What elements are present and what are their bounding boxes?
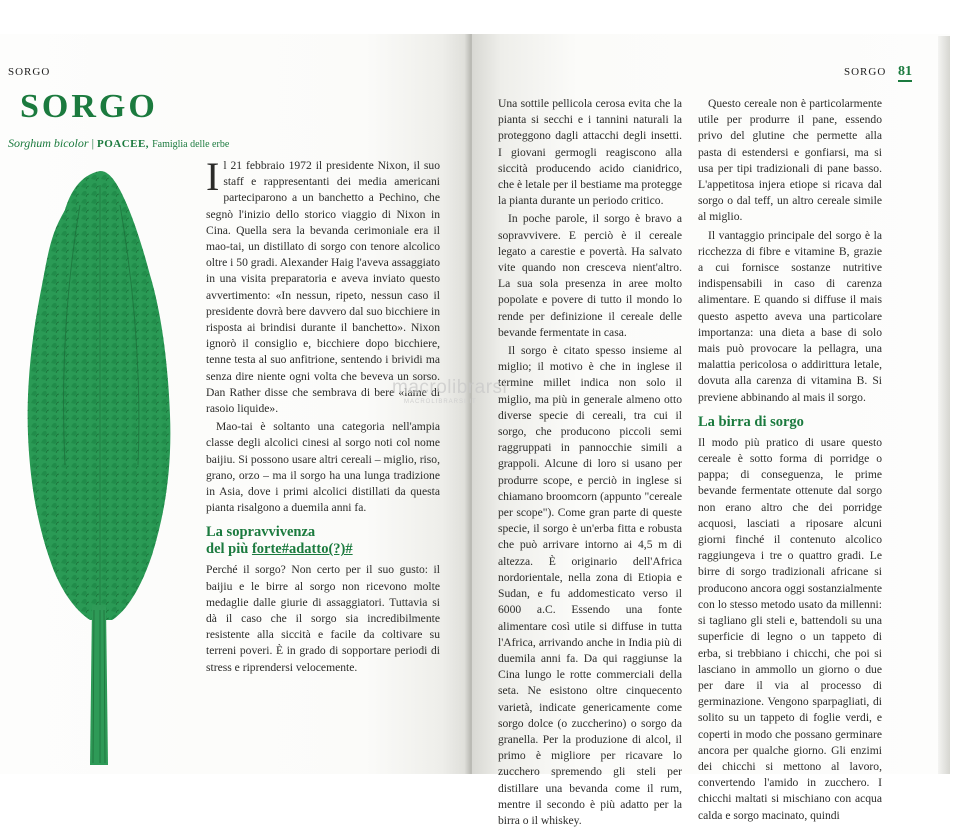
page-number: 81 (898, 64, 912, 82)
page-edge (938, 36, 950, 774)
left-text-column (206, 154, 440, 678)
section-heading-line2 (206, 541, 440, 558)
paragraph: Una sottile pellicola cerosa evita che la pianta si secchi e i tannini naturali la proteggono dagli attacchi degli insetti. I giovani germogli reagiscono alla siccità producendo acido cianidrico, che è letale per il bestiame ma protegge la pianta durante un periodo critico. (498, 97, 682, 208)
right-running-head: SORGO (844, 66, 887, 78)
drop-cap: I (206, 154, 220, 199)
paragraph: Il modo più pratico di usare questo cereale è sotto forma di porridge o pappa; di conseguenza, le prime bevande fermentate ottenute dal sorgo non erano altro che dei porridge acquosi, lasciati a riposare alcuni giorni finché il contenuto alcolico raggiungeva i tre o quattro gradi. Le birre di sorgo tradizionali africane si producono ancora oggi sostanzialmente con lo stesso metodo usato da millenni: si tagliano gli steli e, battendoli su una superficie di legno o un tappeto di erba, si trebbiano i chicchi, che poi si lasciano in ammollo un giorno o due per dare il via al processo di germinazione. Vengono sparpagliati, di solito su un tappeto di foglie verdi, e coperti in modo che possano germinare ancora per qualche giorno. Gli enzimi dei chicchi si mettono al lavoro, convertendo l'amido in zucchero. I chicchi maltati si mischiano con acqua calda e sorgo macinato, quindi (698, 435, 882, 822)
page-title: SORGO (20, 88, 158, 125)
section-heading-beer: La birra di sorgo (698, 413, 804, 430)
paragraph: Perché il sorgo? Non certo per il suo gusto: il baijiu e le birre al sorgo non ricevono molte medaglie dalle giurie di assaggiatori. Tuttavia si dà il caso che il sorgo sia incredibilmente resistente alla siccità e facile da coltivare su terreni poveri. È in grado di sopportare periodi di stress e riprendersi velocemente. (206, 563, 440, 674)
paragraph: Mao-tai è soltanto una categoria nell'ampia classe degli alcolici cinesi al sorgo noti col nome baijiu. Si possono usare altri cereali – miglio, riso, grano, orzo – ma il sorgo ha una lunga tradizione in Asia, dove i primi alcolici distillati da questa pianta risalgono a duemila anni fa. (206, 420, 440, 515)
heading-text: del più (206, 541, 252, 558)
paragraph: In poche parole, il sorgo è bravo a sopravvivere. E perciò è il cereale legato a carestie e povertà. Ha salvato vite quando non cresceva nient'altro. La sua sola presenza in aree molto popolate e povere di tutto il mondo lo rende per definizione il cereale delle bevande fermentate in casa. (498, 212, 682, 339)
intro-text: l 21 febbraio 1972 il presidente Nixon, il suo staff e rappresentanti dei media americani parteciparono a un banchetto a Pechino, che segnò l'inizio dello storico viaggio di Nixon in Cina. Quella sera la bevanda cerimoniale era il mao-tai, un distillato di sorgo con tenore alcolico oltre i 50 gradi. Alexander Haig l'aveva assaggiato in una visita preparatoria e aveva inviato questo avvertimento: «In nessun, ripeto, nessun caso il presidente dovrà bere davvero dal suo bicchiere in risposta ai brindisi durante il banchetto». Nixon ignorò il consiglio e, bicchiere dopo bicchiere, tenne testa al suo anfitrione, sentendo i brividi ma senza dire niente ogni volta che beveva un sorso. Dan Rather disse che sembrava di bere «lame di rasoio liquide». (206, 159, 440, 416)
watermark: macrolibrarsi (392, 377, 508, 398)
right-text-column-b (698, 96, 882, 826)
family-description: Famiglia delle erbe (152, 139, 230, 150)
section-heading-survival (206, 524, 440, 558)
latin-name: Sorghum bicolor (8, 136, 89, 150)
paragraph: Il vantaggio principale del sorgo è la ricchezza di fibre e vitamine B, grazie a cui fornisce sostanze nutritive indispensabili in caso di carenza alimentare. E quando si diffuse il mais questo aspetto aveva una particolare importanza: una dieta a base di solo mais può provocare la pellagra, una malattia pericolosa o addirittura letale, dovuta alla carenza di vitamina B. Si previene abbinando al mais il sorgo. (698, 228, 882, 404)
watermark-subtext: MACROLIBRARSI.IT (404, 399, 477, 405)
sorghum-tree-illustration (20, 165, 180, 775)
heading-underlined-text: forte#adatto(?)# (251, 541, 353, 558)
subtitle (8, 136, 229, 151)
family-name: POACEE, (96, 138, 150, 150)
paragraph: Questo cereale non è particolarmente utile per produrre il pane, essendo privo del glutine che permette alla pasta di estendersi e gonfiarsi, ma si usa per tipi tradizionali di pane basso. L'appetitosa injera etiope si ricava dal sorgo o dal teff, un altro cereale simile al miglio. (698, 97, 882, 224)
left-running-head: SORGO (8, 66, 51, 78)
section-heading-line1: La sopravvivenza (206, 524, 316, 541)
right-text-column-a (498, 96, 682, 831)
subtitle-separator: | (91, 136, 94, 150)
paragraph: Il sorgo è citato spesso insieme al miglio; il motivo è che in inglese il termine millet indica non solo il miglio, ma più in generale almeno otto diverse specie di cereali, tra cui il sorgo, che producono piccoli semi raggruppati in pannocchie simili a grappoli. Alcune di loro si usano per produrre scope, e perciò in inglese si chiamano broomcorn (appunto "cereale per scope"). Come gran parte di queste specie, il sorgo è un'erba fitta e robusta che può arrivare intorno ai 4,5 m di altezza. È originario dell'Africa nordorientale, nella zona di Etiopia e Sudan, e fu addomesticato verso il 6000 a.C. Essendo una fonte alimentare così utile si diffuse in tutta l'Africa, arrivando anche in India più di duemila anni fa. Da qui raggiunse la Cina lungo le rotte commerciali della seta. Ne esistono oltre cinquecento varietà, indicate genericamente come sorgo dolce (o zuccherino) o sorgo da granella. Per la produzione di alcol, il primo è migliore per ricavare lo zucchero spremendo gli steli per distillare una bevanda come il rum, mentre il secondo è più adatto per la birra o il whiskey. (498, 344, 682, 827)
